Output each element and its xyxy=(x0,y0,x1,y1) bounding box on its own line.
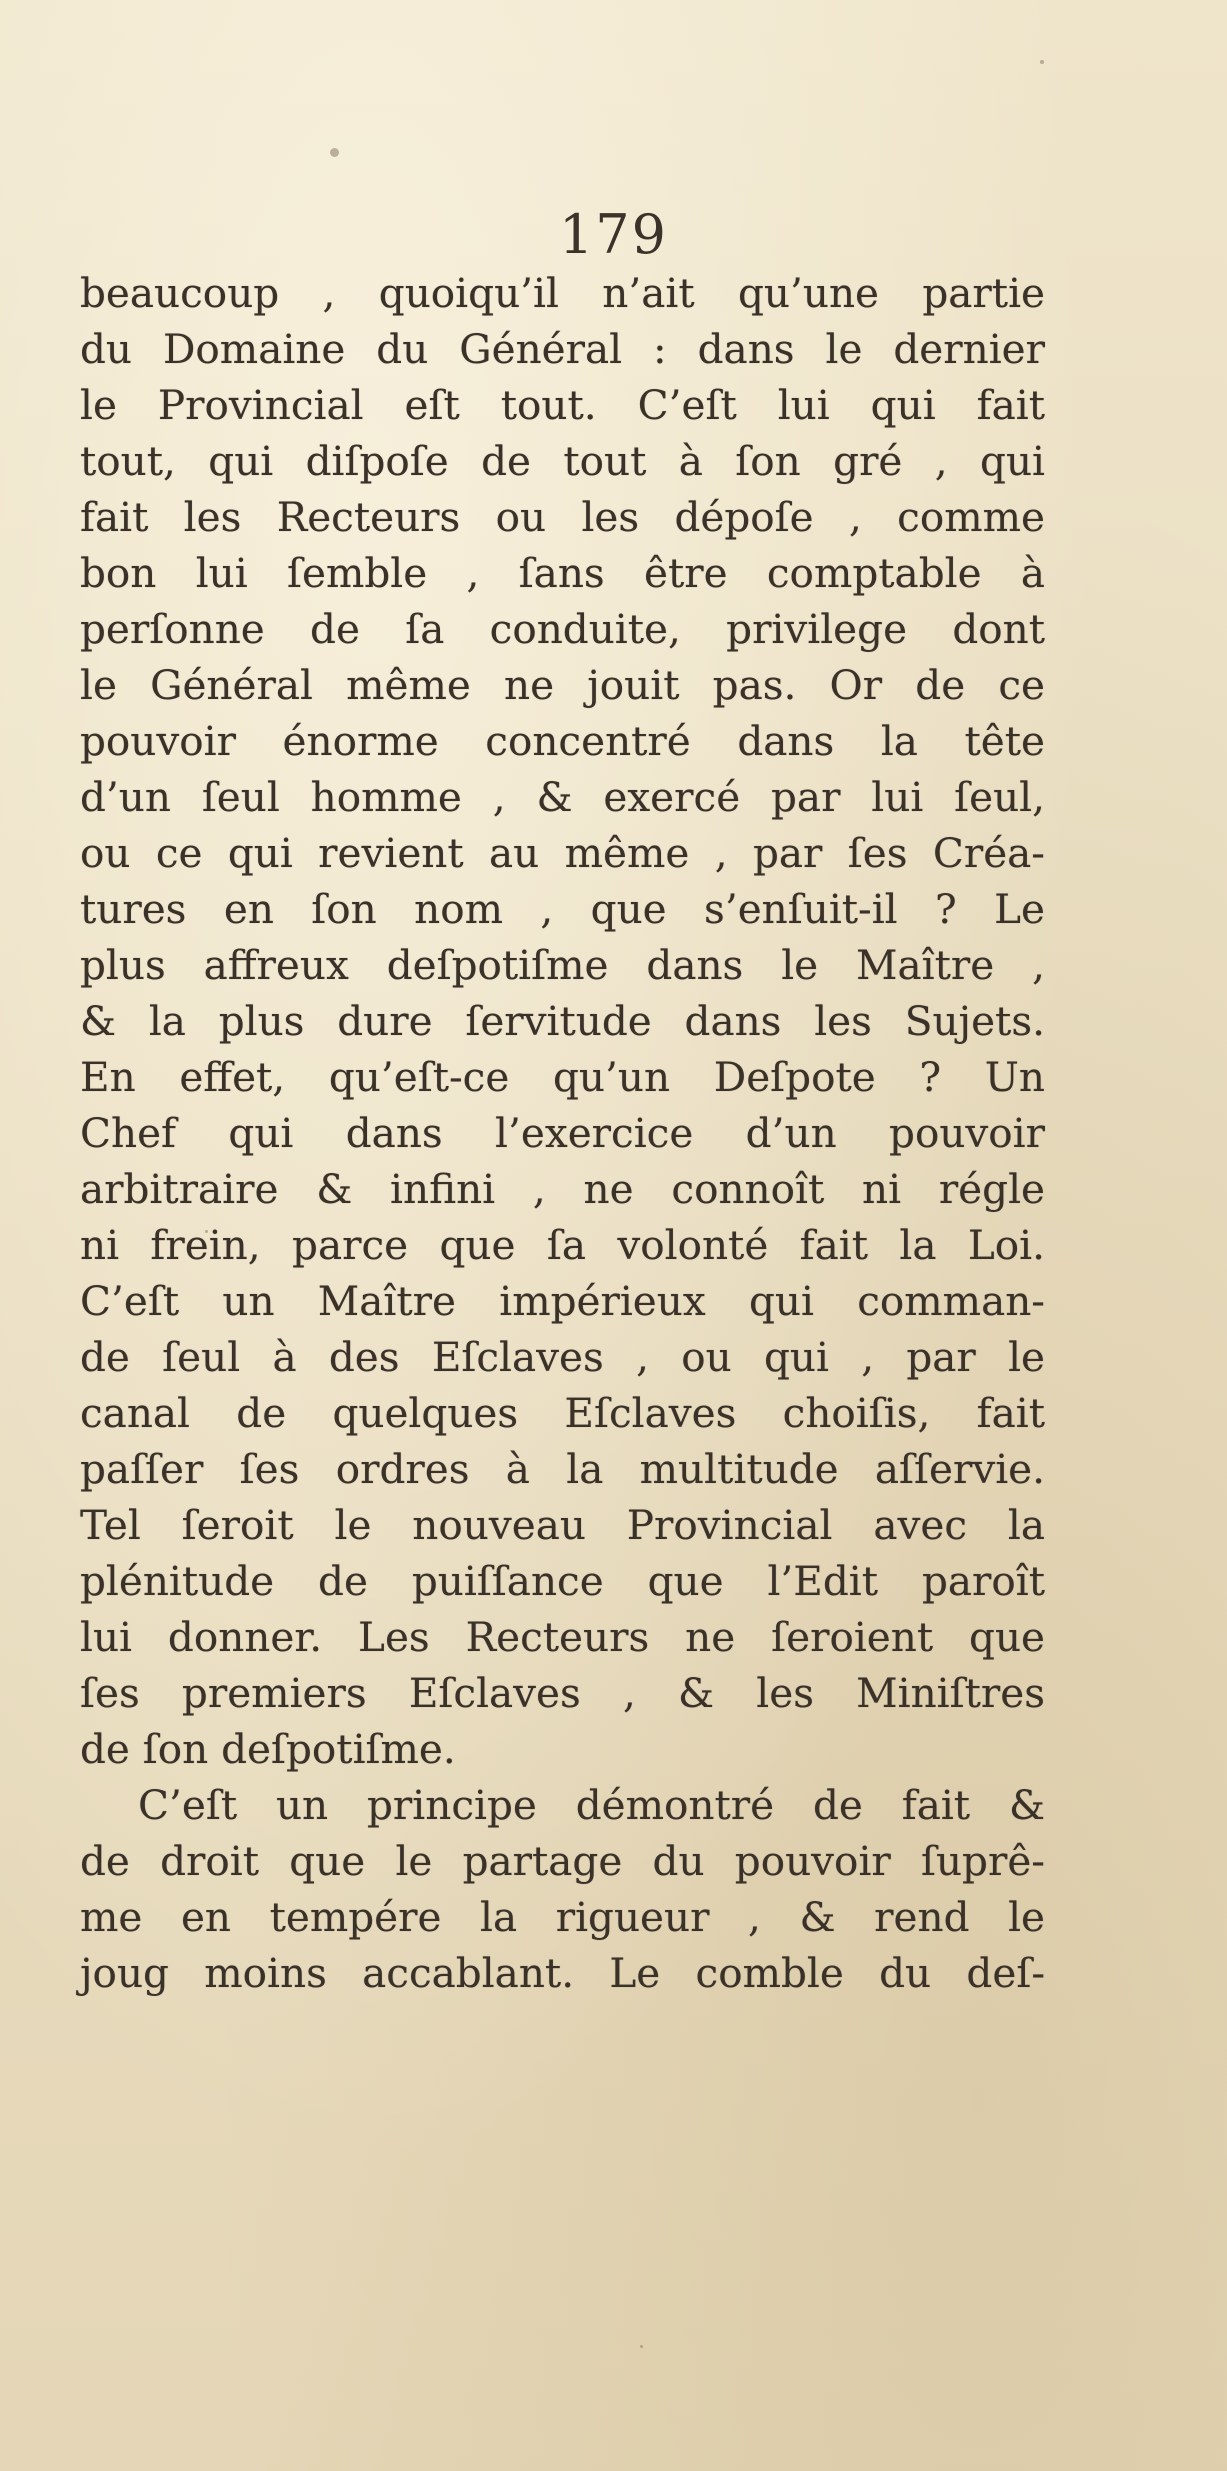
paper-speck xyxy=(1040,60,1044,64)
text-line: ſes premiers Eſclaves , & les Miniſtres xyxy=(80,1669,1045,1717)
text-line: Tel ſeroit le nouveau Provincial avec la xyxy=(80,1501,1045,1549)
text-line: Chef qui dans l’exercice d’un pouvoir xyxy=(80,1109,1045,1157)
text-line: arbitraire & infini , ne connoît ni régle xyxy=(80,1165,1045,1213)
page-number: 179 xyxy=(558,203,669,266)
text-line: d’un ſeul homme , & exercé par lui ſeul, xyxy=(80,773,1045,821)
text-line: de ſeul à des Eſclaves , ou qui , par le xyxy=(80,1333,1045,1381)
text-line: me en tempére la rigueur , & rend le xyxy=(80,1893,1045,1941)
text-line: tures en ſon nom , que s’enſuit-il ? Le xyxy=(80,885,1045,933)
text-line: ni frein, parce que ſa volonté fait la Loi. xyxy=(80,1221,1045,1269)
text-line: perſonne de ſa conduite, privilege dont xyxy=(80,605,1045,653)
text-line: canal de quelques Eſclaves choiſis, fait xyxy=(80,1389,1045,1437)
text-line: C’eſt un Maître impérieux qui comman- xyxy=(80,1277,1045,1325)
text-line: plénitude de puiſſance que l’Edit paroît xyxy=(80,1557,1045,1605)
text-line: En effet, qu’eſt-ce qu’un Deſpote ? Un xyxy=(80,1053,1045,1101)
text-line: & la plus dure ſervitude dans les Sujets. xyxy=(80,997,1045,1045)
paper-speck xyxy=(330,148,339,157)
text-line: tout, qui diſpoſe de tout à ſon gré , qui xyxy=(80,437,1045,485)
paper-speck xyxy=(640,2345,643,2348)
text-line: le Provincial eſt tout. C’eſt lui qui fait xyxy=(80,381,1045,429)
text-line: de droit que le partage du pouvoir ſuprê- xyxy=(80,1837,1045,1885)
text-line: du Domaine du Général : dans le dernier xyxy=(80,325,1045,373)
text-line: paſſer ſes ordres à la multitude aſſervie. xyxy=(80,1445,1045,1493)
text-line: le Général même ne jouit pas. Or de ce xyxy=(80,661,1045,709)
text-line: ou ce qui revient au même , par ſes Créa- xyxy=(80,829,1045,877)
text-line: de ſon deſpotiſme. xyxy=(80,1725,456,1773)
text-line: fait les Recteurs ou les dépoſe , comme xyxy=(80,493,1045,541)
body-text xyxy=(80,265,1045,2001)
text-line: beaucoup , quoiqu’il n’ait qu’une partie xyxy=(80,269,1045,317)
text-line: pouvoir énorme concentré dans la tête xyxy=(80,717,1045,765)
text-line: C’eſt un principe démontré de fait & xyxy=(138,1781,1045,1829)
text-line: joug moins accablant. Le comble du deſ- xyxy=(80,1949,1045,1997)
text-line: bon lui ſemble , ſans être comptable à xyxy=(80,549,1045,597)
text-line: plus affreux deſpotiſme dans le Maître , xyxy=(80,941,1045,989)
text-line: lui donner. Les Recteurs ne ſeroient que xyxy=(80,1613,1045,1661)
